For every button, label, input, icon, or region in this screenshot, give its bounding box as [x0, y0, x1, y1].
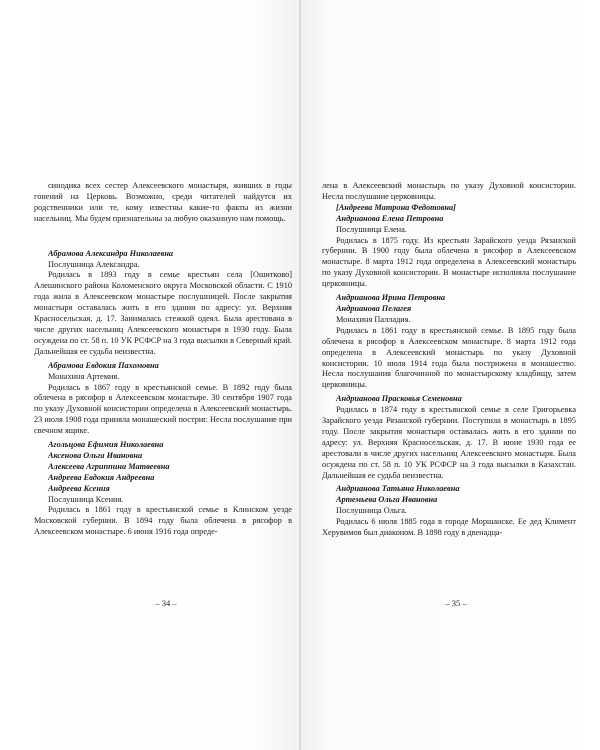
entry-bio: Родилась 6 июля 1885 года в городе Моршанске. Ее дед Климент Херувимов был диаконом. В 1898 году в двенадца-	[322, 517, 576, 538]
entry	[34, 249, 292, 358]
entry-name: Артемьева Ольга Ивановна	[336, 495, 438, 505]
entry-name: Аксенова Ольга Ивановна	[48, 450, 143, 460]
entry	[34, 484, 292, 539]
section-spacer	[34, 225, 292, 249]
entry-bio: Родилась в 1867 году в крестьянской семье. В 1892 году была облечена в рясофор в Алексеевском монастыре. 30 сентября 1907 года по указу Духовной консистории определена в Алексеевский монастырь. 23 июля 1908 года приняла монашеский постриг. Несла послушание при свечном ящике.	[34, 382, 292, 436]
entry-name: Абрамова Евдокия Пахомовна	[48, 360, 159, 370]
entry	[34, 361, 292, 437]
entry-title: Послушница Ольга.	[336, 506, 407, 516]
entry-title: Монахиня Артемия.	[48, 371, 120, 381]
entry-name: Андрианова Пелагея	[336, 303, 412, 313]
entry-bio: Родилась в 1861 году в крестьянской семье. В 1895 году была облечена в рясофор в Алексеевском монастыре. 8 марта 1912 года определена в Алексеевский монастырь по указу Духовной консистории. 10 июля 1914 года была пострижена в монашество. Несла послушания благочинной по монастырскому кладбищу, затем церковницы.	[322, 325, 576, 390]
entry	[322, 304, 576, 391]
page-number: – 35 –	[445, 598, 467, 608]
entry-name: Андрианова Елена Петровна	[336, 213, 444, 223]
entry-bio: Родилась в 1893 году в семье крестьян села [Ошитково] Алешинского района Коломенского округа Московской области. С 1910 года жила в Алексеевском монастыре послушницей. После закрытия монастыря оставалась жить в его здании по адресу: ул. Верхняя Красносельская, д. 17. Занималась стежкой одеял. Была арестована в числе других насельниц Алексеевского монастыря в 1930 году. Была осуждена по ст. 58 п. 10 УК РСФСР на 3 года высылки в Северный край. Дальнейшая ее судьба неизвестна.	[34, 270, 292, 356]
entry-name: Андрианова Прасковья Семеновна	[336, 394, 462, 404]
entry	[322, 394, 576, 481]
entry	[322, 214, 576, 290]
entry-title: Монахиня Палладия.	[336, 314, 411, 324]
entry-name: Алексеева Агриппина Матвеевна	[48, 461, 170, 471]
entry-name: Андрианова Татьяна Николаевна	[336, 484, 460, 494]
entry-name: Андреева Евдокия Андреевна	[48, 472, 155, 482]
entry-bio: Родилась в 1875 году. Из крестьян Зарайского уезда Рязанской губернии. В 1900 году была облечена в рясофор в Алексеевском монастыре. 8 марта 1912 года определена в Алексеевский монастырь по указу Духовной консистории. В монастыре исполняла послушание церковницы.	[322, 235, 576, 289]
entry-bio: Родилась в 1861 году в крестьянской семье в Клинском уезде Московской губернии. В 1894 году была облечена в рясофор в Алексеевском монастыре. 6 июня 1916 года опреде-	[34, 505, 292, 537]
entry-title: Послушница Елена.	[336, 224, 407, 234]
book-gutter	[299, 0, 301, 750]
right-page-text	[322, 181, 576, 539]
page-number: – 34 –	[155, 598, 177, 608]
entry-name: Абрамова Александра Николаевна	[48, 248, 174, 258]
intro-paragraph: синодика всех сестер Алексеевского монастыря, живших в годы гонений на Церковь. Возможно, среди читателей найдутся их родственники или те, кому известны какие-то факты из жизни насельниц. Мы будем признательны за любую оказанную нам помощь.	[34, 181, 292, 223]
entry-name-bracketed: [Андреева Матрона Федотовна]	[336, 202, 456, 212]
entry-name: Агольцова Ефимия Николаевна	[48, 440, 164, 450]
entry-name: Андрианова Ирина Петровна	[336, 293, 446, 303]
entry-bio-continuation: лена в Алексеевский монастырь по указу Духовной консистории. Несла послушание церковницы.	[322, 181, 576, 201]
entry	[322, 495, 576, 539]
entry-bio: Родилась в 1874 году в крестьянской семье в селе Григорьевка Зарайского уезда Рязанской губернии. Поступила в монастырь в 1895 году. После закрытия монастыря оставалась жить в его здании по адресу: ул. Верхняя Красносельская, д. 17. В июне 1930 года ее арестовали в числе других насельниц Алексеевского монастыря. Была осуждена по ст. 58 п. 10 УК РСФСР на 3 года высылки в Казахстан. Дальнейшая ее судьба неизвестна.	[322, 405, 576, 480]
entry-title: Послушница Александра.	[48, 259, 140, 269]
entry-name: Андреева Ксения	[48, 483, 110, 493]
left-page-text	[34, 181, 292, 538]
entry-title: Послушница Ксения.	[48, 494, 124, 504]
